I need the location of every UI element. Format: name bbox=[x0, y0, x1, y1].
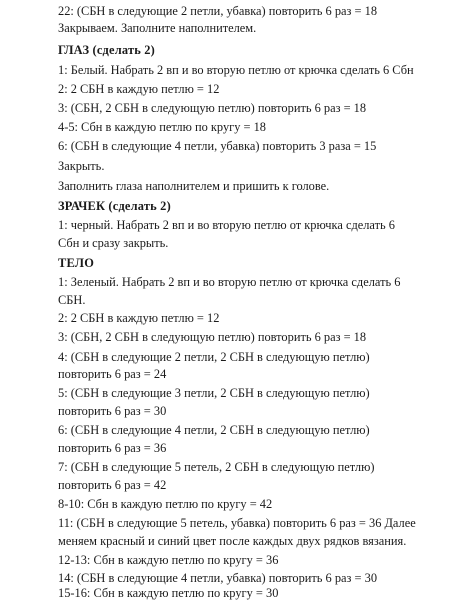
body-row-1-line-2: СБН. bbox=[58, 293, 86, 307]
body-row-15-16: 15-16: Сбн в каждую петлю по кругу = 30 bbox=[58, 586, 279, 600]
eye-row-3: 3: (СБН, 2 СБН в следующую петлю) повторить 6 раз = 18 bbox=[58, 101, 367, 115]
close-and-stuff-text: Закрываем. Заполните наполнителем. bbox=[58, 21, 257, 35]
body-row-8-10: 8-10: Сбн в каждую петлю по кругу = 42 bbox=[58, 497, 273, 511]
body-row-12-13: 12-13: Сбн в каждую петлю по кругу = 36 bbox=[58, 553, 279, 567]
eye-row-2: 2: 2 СБН в каждую петлю = 12 bbox=[58, 82, 220, 96]
eye-finish-text: Заполнить глаза наполнителем и пришить к голове. bbox=[58, 179, 330, 193]
body-row-6-line-2: повторить 6 раз = 36 bbox=[58, 441, 167, 455]
body-row-4-line-2: повторить 6 раз = 24 bbox=[58, 367, 167, 381]
eye-row-6: 6: (СБН в следующие 4 петли, убавка) повторить 3 раза = 15 bbox=[58, 139, 377, 153]
pupil-section-heading: ЗРАЧЕК (сделать 2) bbox=[58, 199, 171, 213]
body-row-11-line-2: меняем красный и синий цвет после каждых двух рядков вязания. bbox=[58, 534, 407, 548]
body-row-11-line-1: 11: (СБН в следующие 5 петель, убавка) повторить 6 раз = 36 Далее bbox=[58, 516, 416, 530]
eye-section-heading: ГЛАЗ (сделать 2) bbox=[58, 43, 155, 57]
body-row-3: 3: (СБН, 2 СБН в следующую петлю) повторить 6 раз = 18 bbox=[58, 330, 367, 344]
body-row-6-line-1: 6: (СБН в следующие 4 петли, 2 СБН в следующую петлю) bbox=[58, 423, 370, 437]
document-page bbox=[58, 0, 466, 600]
body-row-4-line-1: 4: (СБН в следующие 2 петли, 2 СБН в следующую петлю) bbox=[58, 350, 370, 364]
body-section-heading: ТЕЛО bbox=[58, 256, 95, 270]
row-22-text: 22: (СБН в следующие 2 петли, убавка) повторить 6 раз = 18 bbox=[58, 4, 378, 18]
body-row-1-line-1: 1: Зеленый. Набрать 2 вп и во вторую петлю от крючка сделать 6 bbox=[58, 275, 401, 289]
body-row-7-line-2: повторить 6 раз = 42 bbox=[58, 478, 167, 492]
eye-row-4-5: 4-5: Сбн в каждую петлю по кругу = 18 bbox=[58, 120, 266, 134]
pupil-row-1-line-2: Сбн и сразу закрыть. bbox=[58, 236, 169, 250]
body-row-7-line-1: 7: (СБН в следующие 5 петель, 2 СБН в следующую петлю) bbox=[58, 460, 375, 474]
pupil-row-1-line-1: 1: черный. Набрать 2 вп и во вторую петлю от крючка сделать 6 bbox=[58, 218, 395, 232]
body-row-5-line-1: 5: (СБН в следующие 3 петли, 2 СБН в следующую петлю) bbox=[58, 386, 370, 400]
body-row-2: 2: 2 СБН в каждую петлю = 12 bbox=[58, 311, 220, 325]
eye-close-text: Закрыть. bbox=[58, 159, 105, 173]
eye-row-1: 1: Белый. Набрать 2 вп и во вторую петлю от крючка сделать 6 Сбн bbox=[58, 63, 414, 77]
body-row-14: 14: (СБН в следующие 4 петли, убавка) повторить 6 раз = 30 bbox=[58, 571, 378, 585]
body-row-5-line-2: повторить 6 раз = 30 bbox=[58, 404, 167, 418]
